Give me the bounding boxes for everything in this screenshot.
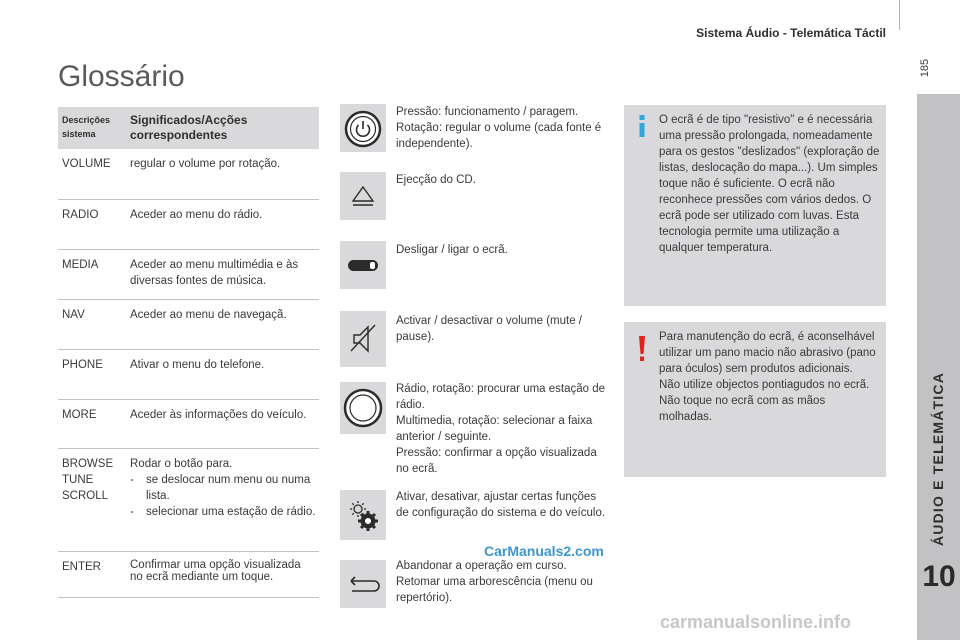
info-note-text: O ecrã é de tipo "resistivo" e é necessária uma pressão prolongada, nomeadamente para os gestos "deslizados" (exploração de listas, deslocação do mapa...). Um simples toque não é suficiente. O ecrã não reconhece pressões com vários dedos. O ecrã pode ser utilizado com luvas. Esta tecnologia permite uma utilização a qualquer temperatura. [659, 114, 880, 254]
term-cell: MORE [58, 399, 126, 448]
description-line: Ativar, desativar, ajustar certas funções de configuração do sistema e do veículo. [396, 491, 606, 519]
description-line: Activar / desactivar o volume (mute / pause). [396, 315, 582, 343]
column-header-term: Descrições sistema [58, 107, 126, 149]
term-cell: RADIO [58, 199, 126, 249]
chapter-label: ÁUDIO E TELEMÁTICA [930, 371, 946, 547]
description-line: Retomar uma arborescência (menu ou repertório). [396, 576, 593, 604]
meaning-cell: Ativar o menu do telefone. [126, 349, 319, 399]
list-item: - selecionar uma estação de rádio. [130, 505, 316, 518]
power-knob-icon [340, 104, 386, 152]
mute-icon [340, 311, 386, 367]
table-header-row [58, 107, 319, 149]
warning-line: Para manutenção do ecrã, é aconselhável utilizar um pano macio não abrasivo (pano para óculos) sem produtos adicionais. [659, 331, 876, 375]
control-description [396, 242, 606, 258]
table-row [58, 199, 319, 249]
header-divider [899, 0, 900, 30]
control-description [396, 558, 606, 606]
description-line: Rádio, rotação: procurar uma estação de rádio. [396, 383, 606, 411]
watermark-carmanualsonline: carmanualsonline.info [660, 612, 852, 632]
list-item: - se deslocar num menu ou numa lista. [130, 472, 316, 504]
meaning-cell: Aceder ao menu de navegaçã. [126, 299, 319, 349]
warning-note-text [659, 329, 881, 425]
description-line: Abandonar a operação em curso. [396, 560, 567, 572]
meaning-cell: regular o volume por rotação. [126, 149, 319, 199]
screen-toggle-icon [340, 241, 386, 289]
control-description [396, 172, 606, 188]
term-cell: PHONE [58, 349, 126, 399]
warning-icon [638, 336, 646, 362]
page-title: Glossário [58, 60, 185, 93]
eject-icon [340, 172, 386, 220]
description-line: Rotação: regular o volume (cada fonte é independente). [396, 122, 602, 150]
description-line: Desligar / ligar o ecrã. [396, 244, 508, 256]
info-note [624, 105, 886, 306]
term-cell: MEDIA [58, 249, 126, 299]
glossary-table [58, 107, 319, 598]
table-row [58, 551, 319, 597]
chapter-number: 10 [922, 560, 956, 593]
warning-note [624, 322, 886, 477]
term-cell: ENTER [58, 551, 126, 597]
table-row [58, 299, 319, 349]
description-line: Pressão: confirmar a opção visualizada no ecrã. [396, 447, 597, 475]
table-row [58, 448, 319, 551]
control-description [396, 381, 606, 477]
control-description [396, 313, 606, 345]
meaning-cell: Aceder ao menu multimédia e às diversas fontes de música. [126, 249, 319, 299]
meaning-text: Rodar o botão para. [130, 457, 233, 470]
meaning-cell: Confirmar uma opção visualizada no ecrã mediante um toque. [126, 551, 319, 597]
description-line: Ejecção do CD. [396, 174, 476, 186]
radio-knob-icon [340, 382, 386, 434]
watermark-carmanuals2: CarManuals2.com [484, 543, 604, 559]
description-line: Multimedia, rotação: selecionar a faixa anterior / seguinte. [396, 415, 593, 443]
list-item-text: se deslocar num menu ou numa lista. [146, 473, 311, 502]
control-description [396, 489, 606, 521]
term-cell: NAV [58, 299, 126, 349]
meaning-cell [126, 448, 319, 551]
table-row [58, 399, 319, 448]
table-row [58, 149, 319, 199]
description-line: Pressão: funcionamento / paragem. [396, 106, 579, 118]
running-header: Sistema Áudio - Telemática Táctil [696, 26, 886, 40]
column-header-meaning: Significados/Acções correspondentes [126, 107, 319, 149]
table-row [58, 349, 319, 399]
term-cell: BROWSE TUNE SCROLL [58, 448, 126, 551]
table-row [58, 249, 319, 299]
list-item-text: selecionar uma estação de rádio. [146, 505, 316, 518]
settings-icon [340, 490, 386, 540]
page-number: 185 [919, 58, 931, 78]
back-icon [340, 560, 386, 608]
term-cell: VOLUME [58, 149, 126, 199]
meaning-cell: Aceder às informações do veículo. [126, 399, 319, 448]
info-icon [636, 115, 648, 137]
meaning-cell: Aceder ao menu do rádio. [126, 199, 319, 249]
warning-line: Não toque no ecrã com as mãos molhadas. [659, 395, 826, 423]
control-description [396, 104, 606, 152]
warning-line: Não utilize objectos pontiagudos no ecrã. [659, 379, 870, 391]
